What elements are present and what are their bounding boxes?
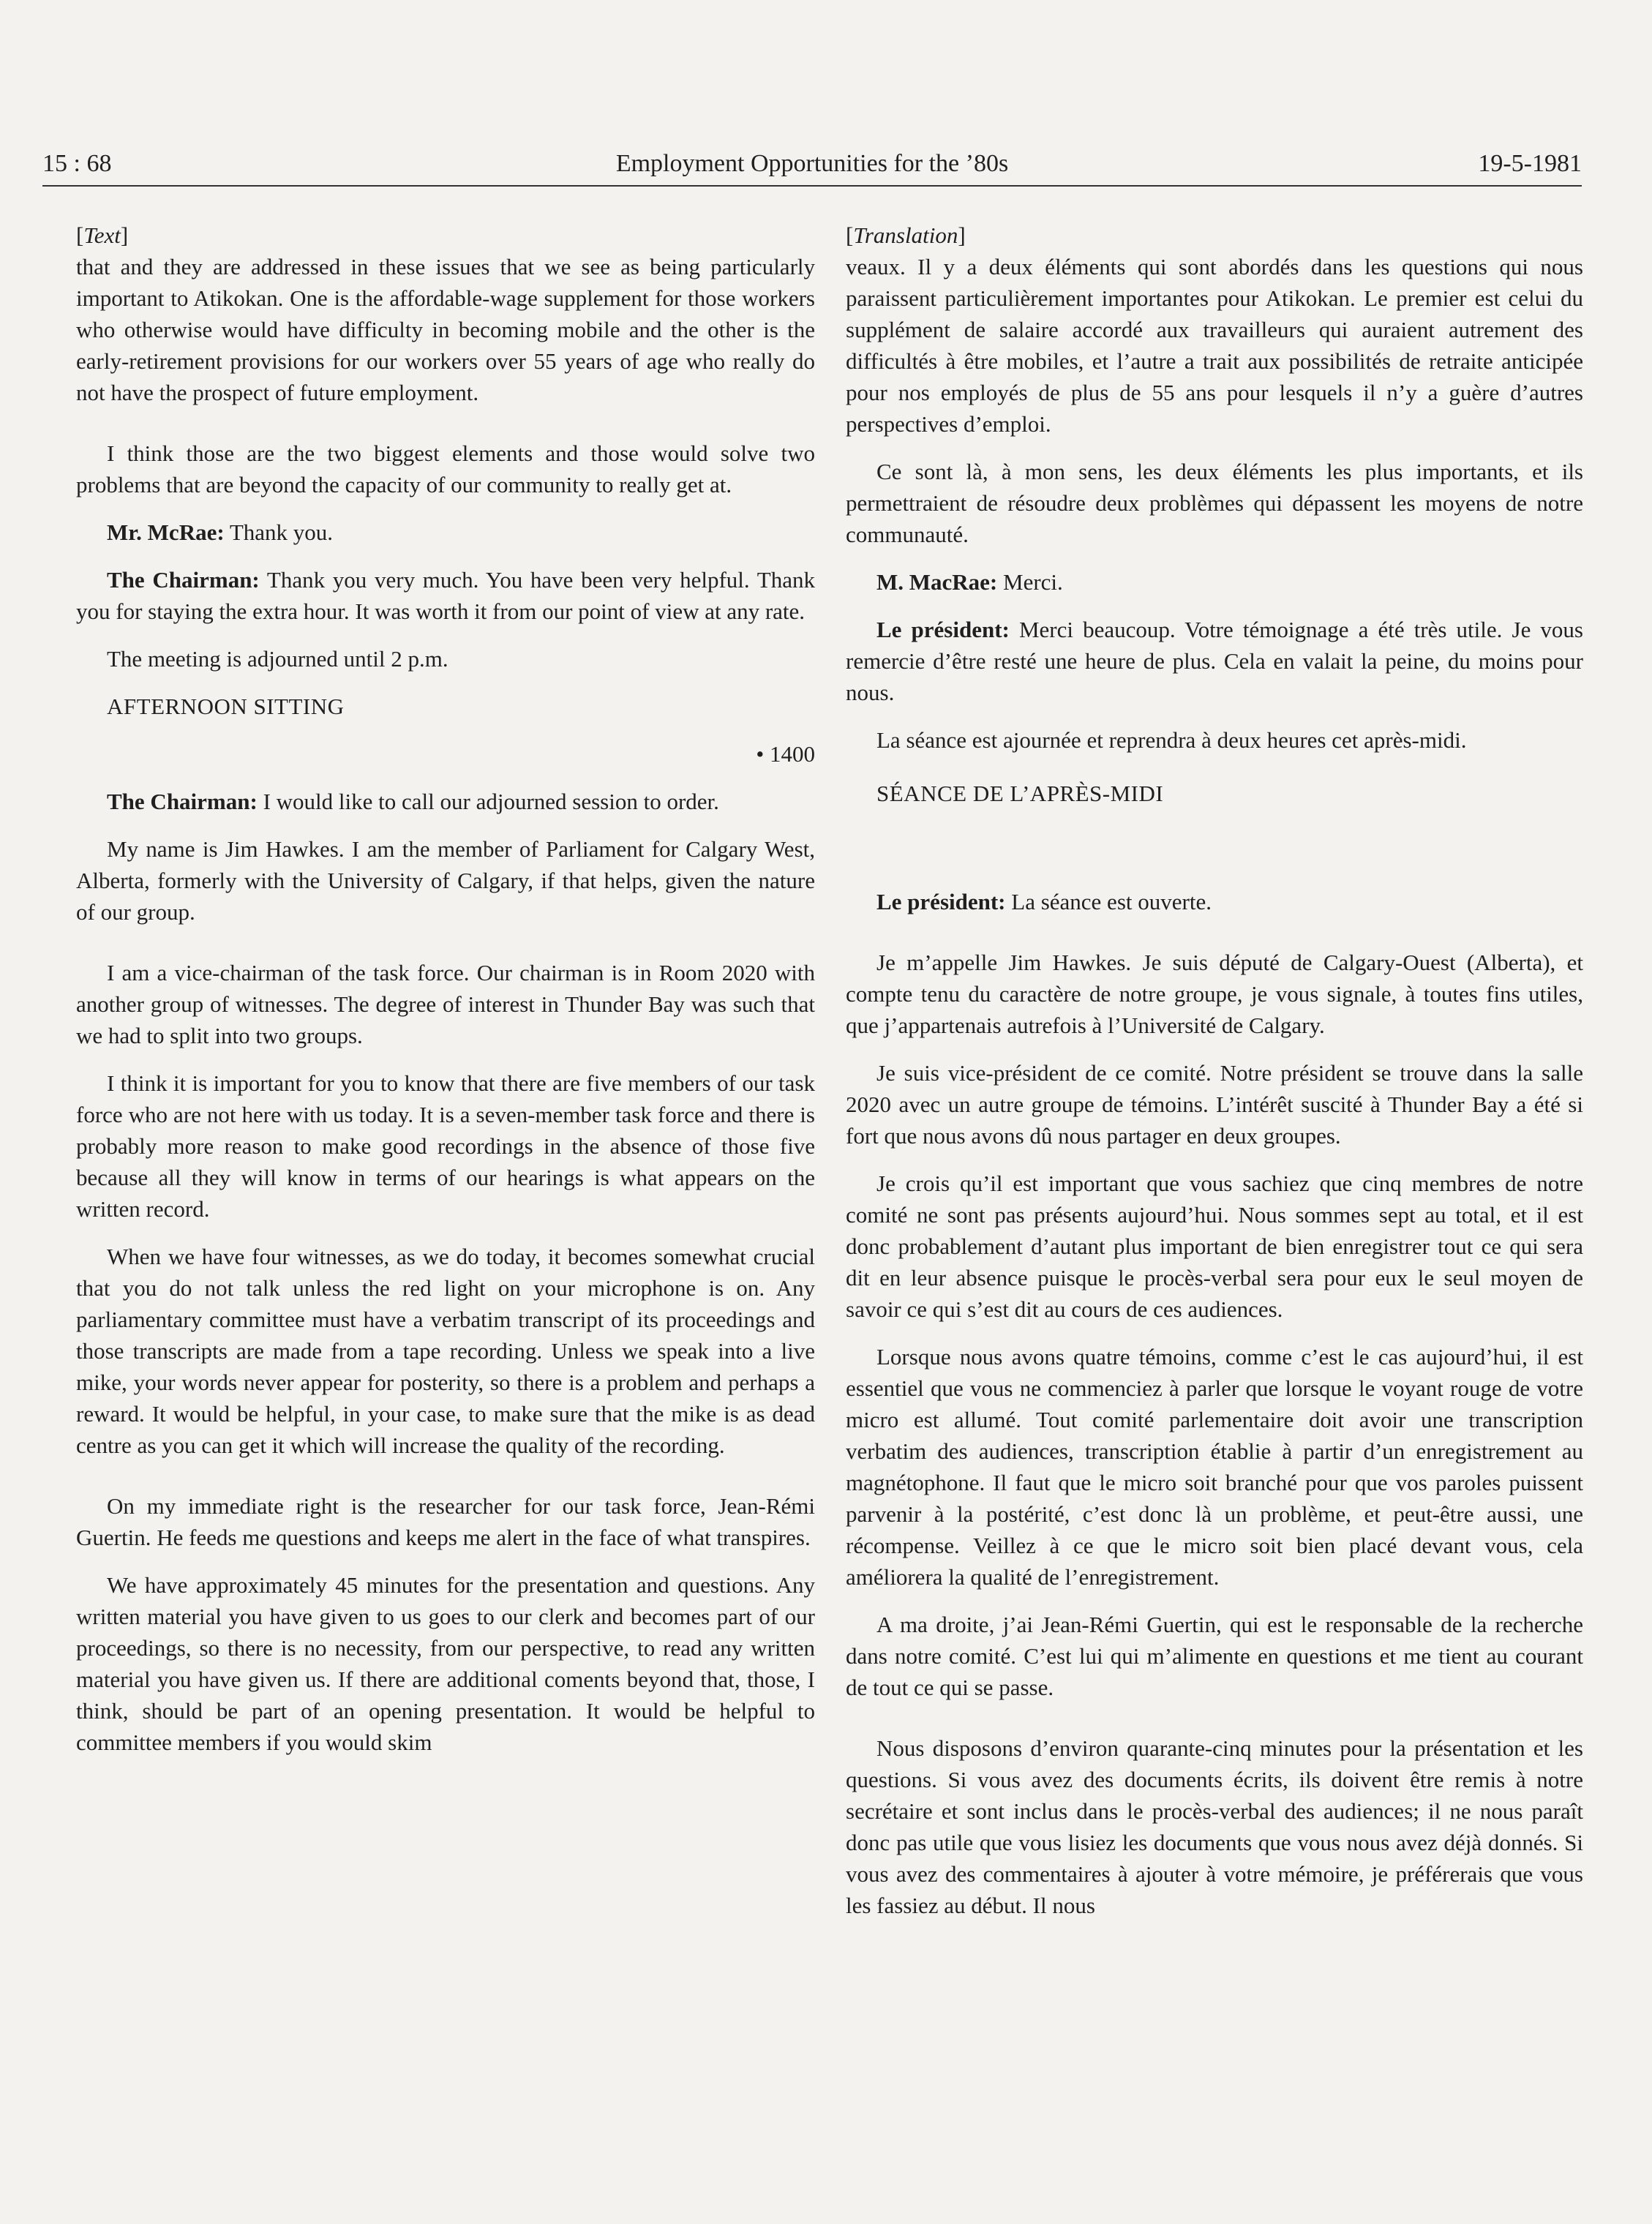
paragraph: A ma droite, j’ai Jean-Rémi Guertin, qui est le responsable de la recherche dans notre comité. C’est lui qui m’alimente en questions et me tient au courant de tout ce qui se passe. [846,1612,1583,1700]
paragraph: veaux. Il y a deux éléments qui sont abordés dans les questions qui nous paraissent particulièrement importantes pour Atikokan. Le premier est celui du supplément de salaire accordé aux travailleurs qui auraient autrement des difficultés à être mobiles, et l’autre a trait aux possibilités de retraite anticipée pour nos employés de plus de 55 ans pour lesquels il n’y a guère d’autres perspectives d’emploi. [846,254,1583,437]
speaker-paragraph [76,786,815,817]
paragraph: When we have four witnesses, as we do today, it becomes somewhat crucial that you do not talk unless the red light on your microphone is on. Any parliamentary committee must have a verbatim transcript of its proceedings and those transcripts are made from a tape recording. Unless we speak into a live mike, your words never appear for posterity, so there is a problem and perhaps a reward. It would be helpful, in your case, to make sure that the mike is as dead centre as you can get it which will increase the quality of the recording. [76,1244,815,1458]
speech-text: Thank you very much. You have been very helpful. Thank you for staying the extra hour. It was worth it from our point of view at any rate. [76,567,815,624]
section-heading: AFTERNOON SITTING [107,694,345,719]
page-header [42,150,1582,187]
paragraph: On my immediate right is the researcher for our task force, Jean-Rémi Guertin. He feeds me questions and keeps me alert in the face of what transpires. [76,1493,815,1550]
speaker-name: Mr. McRae: [107,519,225,545]
time-spacer [846,825,1583,857]
speaker-paragraph [846,614,1583,708]
paragraph: Ce sont là, à mon sens, les deux éléments les plus importants, et ils permettraient de résoudre deux problèmes qui dépassent les moyens de notre communauté. [846,459,1583,547]
speaker-paragraph [76,564,815,627]
paragraph: Je crois qu’il est important que vous sachiez que cinq membres de notre comité ne sont pas présents aujourd’hui. Nous sommes sept au total, et il est donc probablement d’autant plus important de bien enregistrer tout ce qui sera dit en leur absence puisque le procès-verbal sera pour eux le seul moyen de savoir ce qui s’est dit au cours de ces audiences. [846,1171,1583,1322]
paragraph: Je m’appelle Jim Hawkes. Je suis député de Calgary-Ouest (Alberta), et compte tenu du caractère de notre groupe, je vous signale, à toutes fins utiles, que j’appartenais autrefois à l’Université de Calgary. [846,950,1583,1038]
paragraph: Lorsque nous avons quatre témoins, comme c’est le cas aujourd’hui, il est essentiel que vous ne commenciez à parler que lorsque le voyant rouge de votre micro est allumé. Tout comité parlementaire doit avoir une transcription verbatim des audiences, transcription établie à partir d’un enregistrement au magnétophone. Il faut que le micro soit branché pour que vos paroles puissent parvenir à la postérité, c’est donc là un problème, et peut-être aussi, une récompense. Veillez à ce que le micro soit bien placé devant vous, cela améliorera la qualité de l’enregistrement. [846,1344,1583,1590]
speaker-name: The Chairman: [107,789,258,814]
language-label: [Text] [76,222,129,248]
speech-text: Merci. [997,569,1063,595]
speaker-name: Le président: [876,889,1006,914]
paragraph: My name is Jim Hawkes. I am the member of Parliament for Calgary West, Alberta, formerly with the University of Calgary, if that helps, given the nature of our group. [76,836,815,925]
publication-title: Employment Opportunities for the ’80s [615,150,1009,177]
paragraph: The meeting is adjourned until 2 p.m. [107,646,448,672]
speaker-paragraph [846,566,1583,598]
paragraph: I think those are the two biggest elements and those would solve two problems that are beyond the capacity of our community to really get at. [76,440,815,497]
time-stamp: • 1400 [756,741,815,767]
paragraph: I am a vice-chairman of the task force. Our chairman is in Room 2020 with another group of witnesses. The degree of interest in Thunder Bay was such that we had to split into two groups. [76,960,815,1048]
speaker-name: M. MacRae: [876,569,998,595]
paragraph: La séance est ajournée et reprendra à deux heures cet après-midi. [876,727,1467,753]
french-column [846,219,1583,1937]
paragraph: Nous disposons d’environ quarante-cinq minutes pour la présentation et les questions. Si vous avez des documents écrits, ils doivent être remis à notre secrétaire et sont inclus dans le procès-verbal des audiences; il ne nous paraît donc pas utile que vous lisiez les documents que vous nous avez déjà donnés. Si vous avez des commentaires à ajouter à votre mémoire, je préférerais que vous les fassiez au début. Il nous [846,1735,1583,1918]
publication-date: 19-5-1981 [1478,150,1582,177]
paragraph: We have approximately 45 minutes for the presentation and questions. Any written material you have given to us goes to our clerk and becomes part of our proceedings, so there is no necessity, from our perspective, to read any written material you have given us. If there are additional coments beyond that, those, I think, should be part of an opening presentation. It would be helpful to committee members if you would skim [76,1572,815,1755]
speech-text: I would like to call our adjourned session to order. [257,789,719,814]
speaker-paragraph [846,886,1583,917]
paragraph: I think it is important for you to know that there are five members of our task force who are not here with us today. It is a seven-member task force and there is probably more reason to make good recordings in the absence of those five because all they will know in terms of our hearings is what appears on the written record. [76,1070,815,1222]
speaker-name: Le président: [876,617,1010,642]
paragraph: that and they are addressed in these issues that we see as being particularly important to Atikokan. One is the affordable-wage supplement for those workers who otherwise would have difficulty in becoming mobile and the other is the early-retirement provisions for our workers over 55 years of age who really do not have the prospect of future employment. [76,254,815,405]
section-heading: SÉANCE DE L’APRÈS-MIDI [876,781,1164,806]
speaker-name: The Chairman: [107,567,260,593]
language-label: [Translation] [846,222,966,248]
english-column [76,219,815,1774]
speech-text: Thank you. [224,519,334,545]
speaker-paragraph [76,516,815,548]
page-number: 15 : 68 [42,150,112,177]
paragraph: Je suis vice-président de ce comité. Notre président se trouve dans la salle 2020 avec un autre groupe de témoins. L’intérêt suscité à Thunder Bay a été si fort que nous avons dû nous partager en deux groupes. [846,1060,1583,1149]
speech-text: Merci beaucoup. Votre témoignage a été très utile. Je vous remercie d’être resté une heure de plus. Cela en valait la peine, du moins pour nous. [846,617,1583,705]
speech-text: La séance est ouverte. [1005,889,1212,914]
